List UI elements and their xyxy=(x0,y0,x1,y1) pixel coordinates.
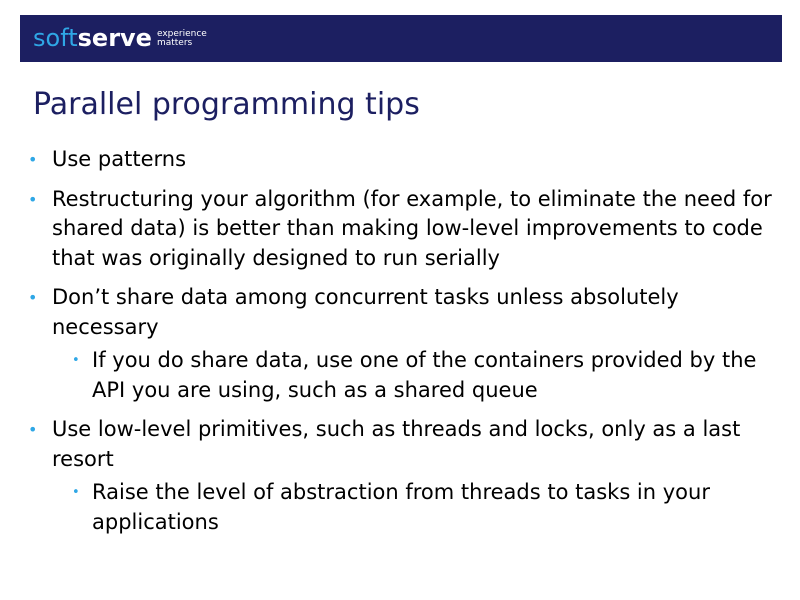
bullet-text: Use patterns xyxy=(52,147,187,171)
sub-bullet-dot-icon: • xyxy=(72,353,80,368)
bullet-dot-icon: • xyxy=(28,420,38,439)
bullet-item xyxy=(28,185,773,274)
slide-title: Parallel programming tips xyxy=(33,87,420,122)
bullet-item xyxy=(28,145,773,175)
logo-soft-text: soft xyxy=(33,24,78,52)
sub-bullet-text: Raise the level of abstraction from threads to tasks in your applications xyxy=(92,480,710,534)
sub-bullet-item xyxy=(28,478,773,537)
header-bar xyxy=(20,15,782,62)
bullet-dot-icon: • xyxy=(28,150,38,169)
softserve-logo xyxy=(33,22,207,54)
sub-bullet-item xyxy=(28,346,773,405)
logo-serve-text: serve xyxy=(77,24,152,52)
bullet-text: Don’t share data among concurrent tasks unless absolutely necessary xyxy=(52,285,679,339)
sub-bullet-dot-icon: • xyxy=(72,485,80,500)
logo-tagline-line1: experience xyxy=(156,28,207,39)
logo-tagline-line2: matters xyxy=(156,37,193,48)
bullet-text: Restructuring your algorithm (for example, to eliminate the need for shared data) is better than making low-level improvements to code that was originally designed to run serially xyxy=(52,186,772,270)
bullet-item xyxy=(28,415,773,474)
bullet-dot-icon: • xyxy=(28,189,38,209)
bullet-text: Use low-level primitives, such as threads and locks, only as a last resort xyxy=(52,417,741,471)
bullet-dot-icon: • xyxy=(28,288,38,307)
bullet-list xyxy=(28,145,773,547)
sub-bullet-text: If you do share data, use one of the containers provided by the API you are using, such as a shared queue xyxy=(92,348,757,402)
logo-tagline xyxy=(157,30,207,48)
bullet-item xyxy=(28,283,773,342)
